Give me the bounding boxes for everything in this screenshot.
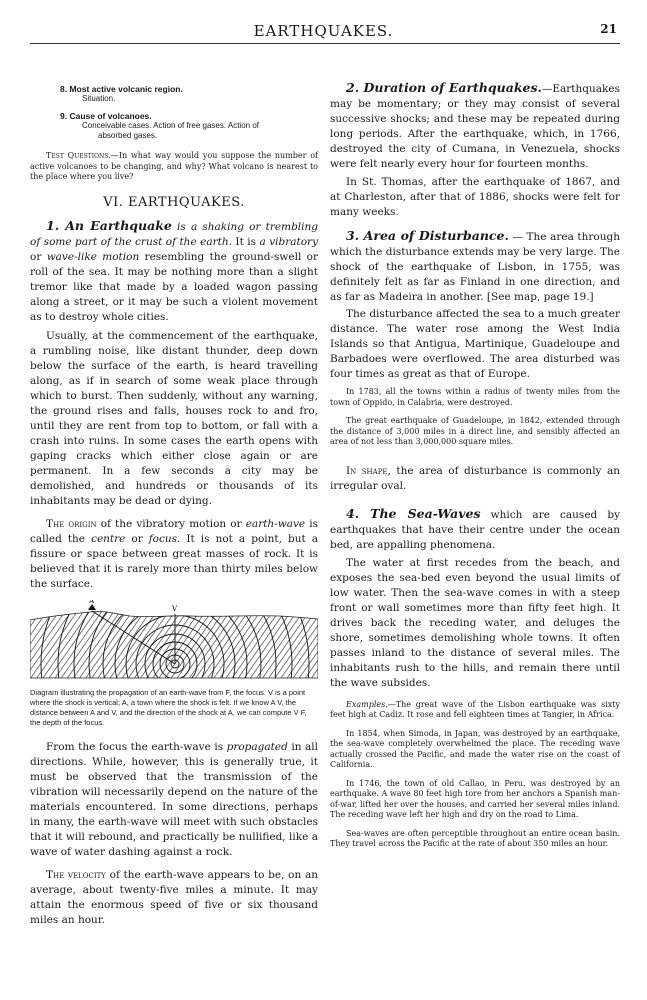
text-span: or	[125, 532, 149, 545]
heading-duration: 2. Duration of Earthquakes.	[346, 80, 542, 95]
paragraph-area	[330, 228, 620, 305]
outline-item-9-head: 9. Cause of volcanoes.	[60, 111, 152, 121]
diagram-caption: Diagram illustrating the propagation of an earth-wave from F, the focus. V is a point where the shock is vertical; A, a town where the shock is felt. If we know A V, the distance between A and V, and the direction of the shock at A, we can compute V F, the depth of the focus.	[30, 687, 307, 727]
velocity-lead: The velocity	[46, 868, 106, 881]
example-simoda: In 1854, when Simoda, in Japan, was destroyed by an earthquake, the sea-wave completely overwhelmed the place. The receding wave actually crossed the Pacific, and made the water rise on the coast of California.	[330, 728, 620, 769]
paragraph-origin	[30, 517, 318, 592]
paragraph-propagation	[30, 740, 318, 860]
text-span: of the vibratory motion or	[96, 517, 246, 530]
examples-label: Examples.	[346, 699, 388, 709]
earth-wave-diagram	[30, 600, 318, 728]
paragraph-commencement: Usually, at the commencement of the earthquake, a rumbling noise, like distant thunder, deep down below the surface of the earth, is heard travelling along, as if in search of some weak place through which to burst. Then suddenly, without any warning, the ground rises and falls, houses rock to and fro, until they are rent from top to bottom, or fall with a crash into ruins. In some cases the earth opens with gaping cracks which either close again or are permanent. In a few seconds a city may be demolished, and hundreds or thousands of its inhabitants may be dead or dying.	[30, 329, 318, 507]
paragraph-sea-waves-2: The water at first recedes from the beach, and exposes the sea-bed even beyond the usual limits of low water. Then the sea-wave comes in with a steep front or wall sometimes more than fifty feet high. It drives back the receding water, and deluges the shore, sometimes demolishing whole towns. It often passes inland to the distance of several miles. The inhabitants rush to the hills, and remain there until the wave subsides.	[330, 556, 620, 689]
italic-focus: focus.	[148, 532, 181, 545]
outline-item-8	[60, 84, 318, 104]
paragraph-velocity	[30, 868, 318, 928]
example-pacific: Sea-waves are often perceptible throughout an entire ocean basin. They travel across the Pacific at the rate of about 350 miles an hour.	[330, 828, 620, 848]
outline-item-9-sub2: absorbed gases.	[98, 131, 158, 140]
example-lisbon	[330, 700, 620, 721]
text-span: From the focus the earth-wave is	[46, 740, 227, 753]
paragraph-duration-2: In St. Thomas, after the earthquake of 1867, and at Charleston, after that of 1886, shocks were felt for many weeks.	[330, 176, 620, 218]
paragraph-earthquake-definition	[30, 218, 318, 325]
text-span: resembling the ground-swell or roll of the sea. It may be nothing more than a slight tremor like that made by a loaded wagon passing along a street, or it may be such a violent movement as to destroy whole cities.	[30, 250, 319, 323]
italic-centre: centre	[91, 532, 126, 545]
text-span: the area of disturbance is commonly an irregular oval.	[330, 464, 620, 492]
header-rule	[30, 43, 620, 44]
earth-wave-diagram-svg	[30, 600, 318, 680]
outline-item-8-sub: Situation.	[82, 94, 116, 103]
outline-item-9	[60, 111, 318, 141]
italic-earth-wave: earth-wave	[245, 517, 306, 530]
page-header-title: EARTHQUAKES.	[253, 22, 394, 40]
origin-lead: The origin	[46, 517, 97, 530]
text-span: which are caused by earthquakes that have their centre under the ocean bed, are appalling phenomena.	[330, 508, 620, 551]
test-questions	[30, 151, 318, 183]
test-questions-text: —In what way would you suppose the number of active volcanoes to be changing, and why? What volcano is nearest to the place where you live?	[30, 151, 318, 181]
label-v: V	[172, 604, 178, 613]
outline-item-9-sub: Conceivable cases. Action of free gases. Action of	[82, 121, 259, 130]
italic-wave-like: wave-like motion	[46, 250, 140, 263]
test-questions-label: Test Questions.	[46, 151, 111, 160]
small-oppido: In 1783, all the towns within a radius of twenty miles from the town of Oppido, in Calabria, were destroyed.	[330, 387, 620, 407]
paragraph-duration	[330, 80, 620, 172]
outline-item-8-head: 8. Most active volcanic region.	[60, 84, 183, 94]
heading-earthquake: 1. An Earthquake	[46, 217, 172, 233]
right-column	[330, 80, 620, 858]
text-span: — The area through which the disturbance extends may be very large. The shock of the earthquake of Lisbon, in 1755, was definitely felt as far as Finland in one direction, and as far as Madeira in another. [See map, page 19.]	[330, 231, 621, 303]
paragraph-sea-waves	[330, 506, 620, 553]
text-span: is called the	[30, 517, 318, 545]
definition-italic: is a shaking or trembling of some part of the crust of the earth.	[30, 220, 319, 248]
paragraph-area-2: The disturbance affected the sea to a much greater distance. The water rose among the West India Islands so that Antigua, Martinique, Guadeloupe and Barbadoes were overflowed. The area disturbed was four times as great as that of Europe.	[330, 308, 620, 380]
text-span: or	[30, 250, 47, 263]
text-span: of the earth-wave appears to be, on an average, about twenty-five miles a minute. It may attain the enormous speed of five or six thousand miles an hour.	[30, 868, 318, 926]
heading-sea-waves: 4. The Sea-Waves	[346, 505, 481, 521]
text-span: It is	[231, 235, 260, 248]
page-number: 21	[600, 22, 617, 36]
small-guadeloupe: The great earthquake of Guadeloupe, in 1842, extended through the distance of 3,000 miles in a direct line, and sensibly affected an area of not less than 3,000,000 square miles.	[330, 416, 620, 446]
label-a: A	[89, 599, 95, 605]
heading-area: 3. Area of Disturbance.	[346, 228, 509, 243]
text-span: —Earthquakes may be momentary; or they may consist of several successive shocks; and these may be repeated during long periods. After the earthquake, which, in 1766, destroyed the city of Cumana, in Venezuela, shocks were felt nearly every hour for fourteen months.	[330, 83, 620, 170]
example-callao: In 1746, the town of old Callao, in Peru, was destroyed by an earthquake. A wave 80 feet high tore from her anchors a Spanish man-of-war, lifted her over the houses, and carried her several miles inland. The receding wave left her high and dry on the road to Lima.	[330, 778, 620, 819]
left-column	[30, 84, 318, 928]
text-span: It is not a point, but a fissure or space between great masses of rock. It is believed that it is rarely more than thirty miles below the surface.	[30, 532, 318, 590]
text-span: in all directions. While, however, this is generally true, it must be observed that the transmission of the vibration will necessarily depend on the nature of the materials encountered. In some directions, perhaps in many, the earth-wave will meet with such obstacles that it will rebound, and practically be nullified, like a wave of water dashing against a rock.	[30, 740, 318, 858]
section-title: VI. EARTHQUAKES.	[103, 194, 245, 210]
shape-lead: In shape,	[346, 464, 391, 477]
italic-vibratory: a vibratory	[259, 235, 318, 248]
paragraph-shape	[330, 464, 620, 494]
italic-propagated: propagated	[226, 740, 288, 753]
text-span: —The great wave of the Lisbon earthquake was sixty feet high at Cadiz. It rose and fell eighteen times at Tangier, in Africa.	[330, 699, 620, 719]
